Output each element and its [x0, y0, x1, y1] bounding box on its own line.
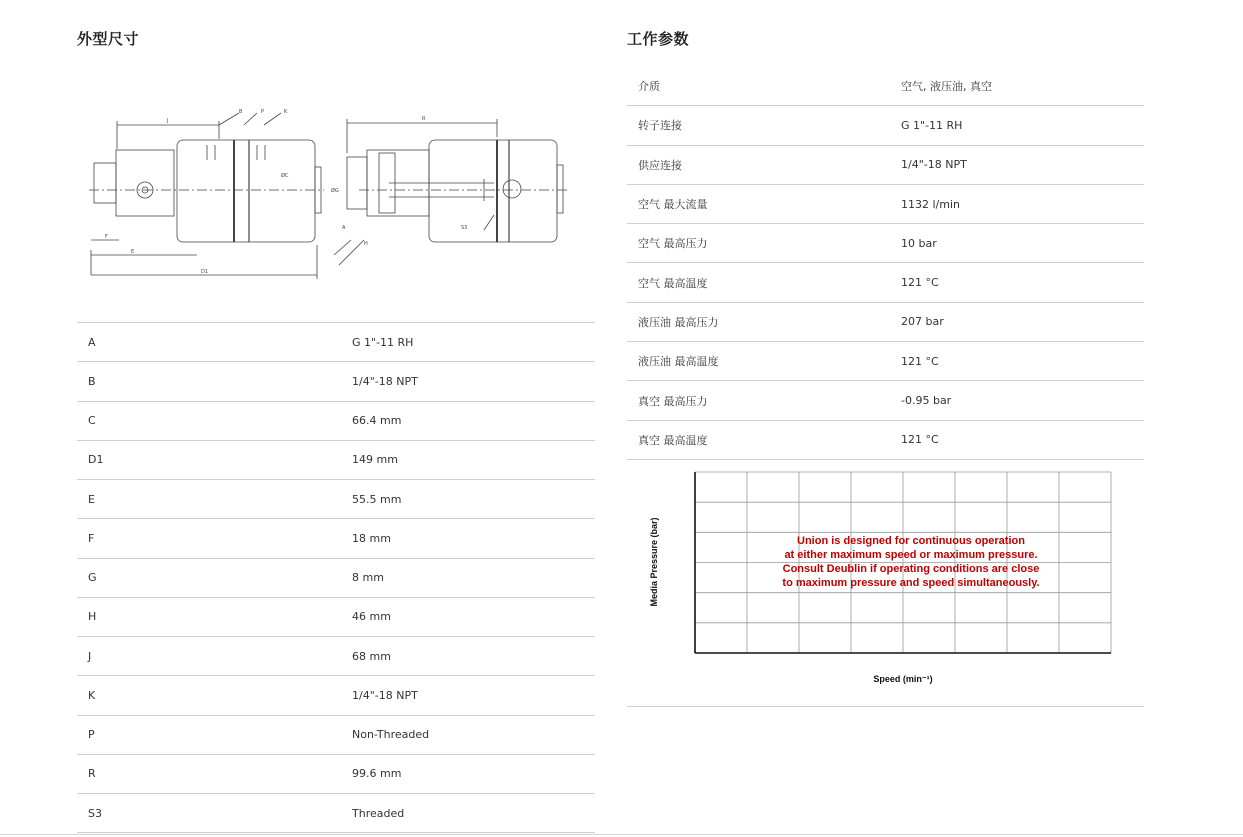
drawing-label-s3: S3 [461, 225, 468, 231]
chart-annotation-line: at either maximum speed or maximum pressure. [784, 549, 1038, 561]
table-row [627, 421, 1144, 460]
table-row [627, 146, 1144, 185]
dimension-drawing [89, 105, 589, 295]
table-row [627, 185, 1144, 224]
chart-annotation-line: Consult Deublin if operating conditions are close [782, 563, 1040, 575]
table-row [627, 67, 1144, 106]
drawing-label-d1: D1 [201, 269, 209, 275]
page-bottom-divider [0, 834, 1243, 835]
row-label: F [88, 531, 95, 545]
row-value: 68 mm [352, 649, 391, 663]
drawing-label-k: K [284, 109, 288, 115]
row-value: Threaded [352, 806, 405, 820]
drawing-label-f: F [105, 234, 108, 240]
drawing-label-p: P [261, 109, 265, 115]
drawing-label-j: J [167, 118, 169, 124]
drawing-label-dg: ØG [331, 188, 339, 194]
row-label: S3 [88, 806, 102, 820]
table-row [77, 441, 595, 480]
drawing-label-h: H [364, 241, 368, 247]
table-row [627, 303, 1144, 342]
row-label: A [88, 335, 96, 349]
row-value: G 1"-11 RH [352, 335, 414, 349]
row-label: K [88, 688, 96, 702]
row-label: G [88, 571, 97, 585]
row-value: 121 °C [901, 354, 939, 368]
row-label: 空气 最大流量 [638, 198, 708, 212]
table-row [627, 224, 1144, 263]
row-value: 1132 l/min [901, 197, 960, 211]
row-label: 液压油 最高压力 [638, 315, 719, 329]
row-value: 1/4"-18 NPT [901, 158, 967, 172]
drawing-label-a: A [342, 225, 346, 231]
row-label: 供应连接 [638, 158, 682, 172]
table-row [77, 794, 595, 833]
row-value: 99.6 mm [352, 767, 402, 781]
row-label: 空气 最高温度 [638, 276, 708, 290]
row-value: 1/4"-18 NPT [352, 374, 418, 388]
row-label: E [88, 492, 95, 506]
row-value: G 1"-11 RH [901, 118, 963, 132]
row-label: D1 [88, 453, 104, 467]
row-label: C [88, 414, 96, 428]
table-row [77, 676, 595, 715]
row-label: J [88, 649, 92, 663]
row-value: 207 bar [901, 315, 944, 329]
table-row [77, 362, 595, 401]
row-label: R [88, 767, 96, 781]
row-value: 66.4 mm [352, 414, 402, 428]
row-label: 空气 最高压力 [638, 237, 708, 251]
table-row [77, 402, 595, 441]
chart-annotation-line: Union is designed for continuous operation [797, 535, 1025, 547]
row-value: -0.95 bar [901, 394, 952, 408]
row-value: 121 °C [901, 433, 939, 447]
drawing-label-e: E [131, 249, 135, 255]
drawing-label-r: R [422, 116, 426, 122]
dimensions-table [77, 322, 595, 833]
drawing-label-dc: ØC [281, 173, 289, 179]
table-row [77, 559, 595, 598]
table-row [627, 263, 1144, 302]
row-value: 空气, 液压油, 真空 [901, 80, 992, 94]
row-value: 121 °C [901, 276, 939, 290]
table-row [77, 755, 595, 794]
table-row [77, 637, 595, 676]
row-label: 介质 [638, 80, 660, 94]
chart-ylabel: Media Pressure (bar) [649, 517, 659, 607]
row-value: 1/4"-18 NPT [352, 688, 418, 702]
row-label: P [88, 728, 95, 742]
parameters-table [627, 67, 1144, 460]
table-row [77, 598, 595, 637]
row-value: 18 mm [352, 531, 391, 545]
row-label: 液压油 最高温度 [638, 355, 719, 369]
chart-annotation-line: to maximum pressure and speed simultaneously. [782, 577, 1040, 589]
row-value: 46 mm [352, 610, 391, 624]
speed-pressure-chart [627, 462, 1144, 707]
row-value: Non-Threaded [352, 728, 430, 742]
drawing-label-b: B [239, 109, 243, 115]
table-row [627, 106, 1144, 145]
row-label: 真空 最高压力 [638, 394, 708, 408]
parameters-title: 工作参数 [627, 30, 690, 48]
row-value: 8 mm [352, 571, 384, 585]
row-label: H [88, 610, 97, 624]
row-label: 转子连接 [638, 119, 682, 133]
row-label: B [88, 374, 96, 388]
chart-svg [627, 462, 1144, 706]
table-row [627, 342, 1144, 381]
table-row [627, 381, 1144, 420]
row-value: 10 bar [901, 236, 937, 250]
table-row [77, 480, 595, 519]
row-value: 55.5 mm [352, 492, 402, 506]
table-row [77, 519, 595, 558]
table-row [77, 323, 595, 362]
row-label: 真空 最高温度 [638, 433, 708, 447]
table-row [77, 716, 595, 755]
row-value: 149 mm [352, 453, 398, 467]
dimensions-title: 外型尺寸 [77, 30, 140, 48]
chart-xlabel: Speed (min⁻¹) [873, 674, 933, 684]
